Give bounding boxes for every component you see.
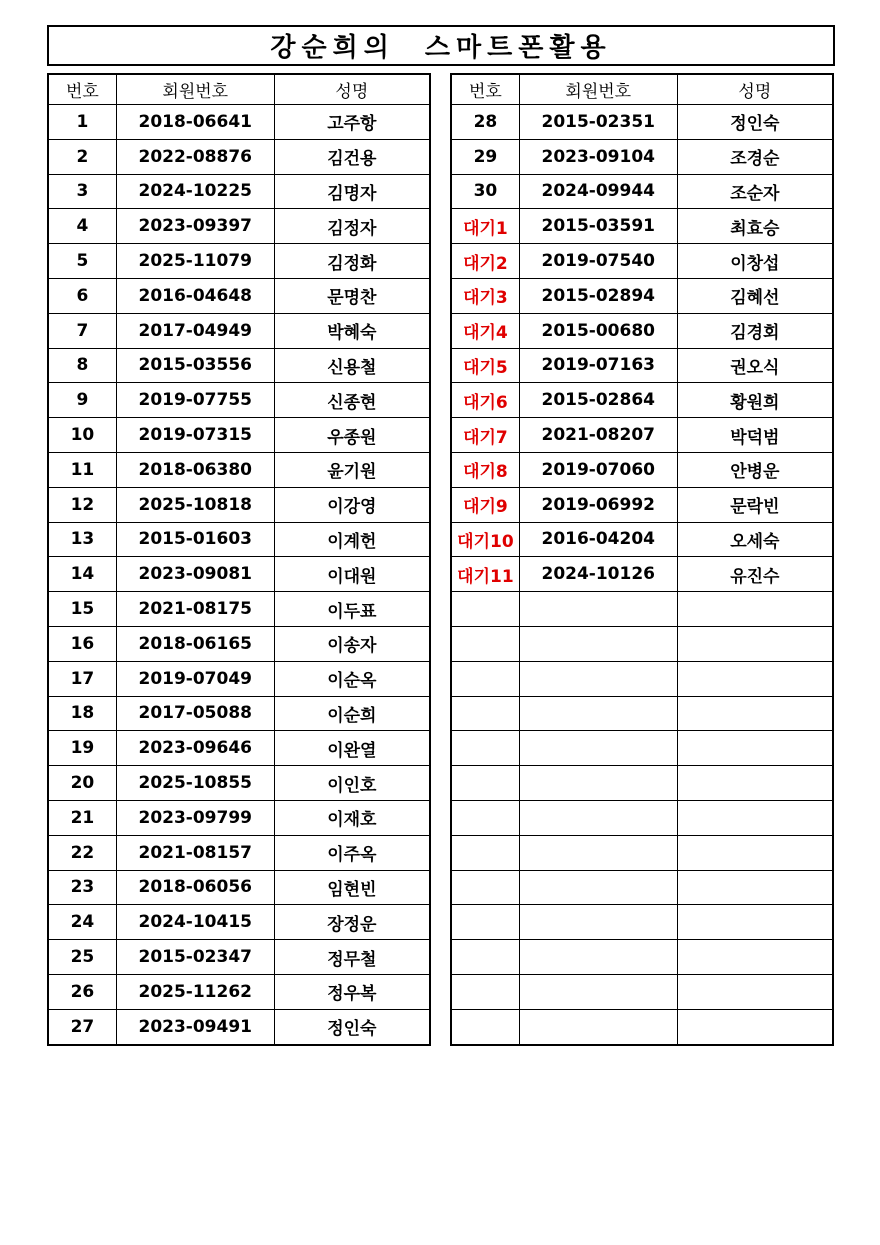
table-row [451, 139, 833, 174]
table-row [48, 105, 430, 140]
cell-name [677, 974, 833, 1009]
header-no: 번호 [451, 74, 519, 105]
cell-no: 30 [451, 174, 519, 209]
cell-name [677, 626, 833, 661]
cell-member-id: 2023-09799 [116, 800, 274, 835]
cell-member-id [519, 626, 677, 661]
cell-member-id: 2019-07315 [116, 418, 274, 453]
cell-member-id: 2023-09081 [116, 557, 274, 592]
table-row [48, 383, 430, 418]
cell-no: 16 [48, 626, 116, 661]
table-row [48, 522, 430, 557]
cell-name [677, 696, 833, 731]
cell-member-id: 2015-03591 [519, 209, 677, 244]
table-row [451, 105, 833, 140]
cell-name: 김정자 [274, 209, 430, 244]
cell-no: 11 [48, 452, 116, 487]
table-row [48, 557, 430, 592]
cell-name: 이인호 [274, 766, 430, 801]
cell-name: 조순자 [677, 174, 833, 209]
cell-no: 22 [48, 835, 116, 870]
cell-no: 14 [48, 557, 116, 592]
table-row [48, 452, 430, 487]
cell-no [451, 905, 519, 940]
cell-member-id: 2021-08175 [116, 592, 274, 627]
table-row [451, 766, 833, 801]
cell-member-id: 2015-00680 [519, 313, 677, 348]
cell-name: 오세숙 [677, 522, 833, 557]
table-row [451, 661, 833, 696]
header-no: 번호 [48, 74, 116, 105]
cell-no: 3 [48, 174, 116, 209]
cell-no: 27 [48, 1009, 116, 1044]
cell-name: 정인숙 [274, 1009, 430, 1044]
table-row [451, 1009, 833, 1044]
cell-no: 8 [48, 348, 116, 383]
cell-member-id: 2023-09491 [116, 1009, 274, 1044]
cell-name: 이대원 [274, 557, 430, 592]
cell-no: 26 [48, 974, 116, 1009]
cell-name: 박덕범 [677, 418, 833, 453]
roster-body-left [48, 105, 430, 1045]
cell-no: 29 [451, 139, 519, 174]
cell-member-id: 2015-01603 [116, 522, 274, 557]
cell-member-id: 2018-06380 [116, 452, 274, 487]
title-box [47, 25, 835, 66]
cell-no [451, 870, 519, 905]
table-row [451, 174, 833, 209]
cell-name: 김건용 [274, 139, 430, 174]
cell-no: 28 [451, 105, 519, 140]
cell-no: 25 [48, 940, 116, 975]
table-row [451, 313, 833, 348]
cell-no [451, 1009, 519, 1044]
roster-table-right [450, 73, 834, 1046]
cell-member-id: 2018-06056 [116, 870, 274, 905]
header-row [48, 74, 430, 105]
cell-member-id [519, 592, 677, 627]
cell-member-id: 2016-04648 [116, 278, 274, 313]
cell-name: 황원희 [677, 383, 833, 418]
table-row [48, 244, 430, 279]
cell-no: 15 [48, 592, 116, 627]
table-row [451, 348, 833, 383]
table-row [451, 209, 833, 244]
cell-name: 이완열 [274, 731, 430, 766]
cell-member-id: 2023-09397 [116, 209, 274, 244]
cell-no: 6 [48, 278, 116, 313]
cell-name: 김혜선 [677, 278, 833, 313]
cell-name: 박혜숙 [274, 313, 430, 348]
cell-no: 대기11 [451, 557, 519, 592]
cell-member-id [519, 1009, 677, 1044]
table-row [451, 800, 833, 835]
table-row [48, 835, 430, 870]
cell-no: 17 [48, 661, 116, 696]
cell-name: 이계헌 [274, 522, 430, 557]
cell-no: 대기8 [451, 452, 519, 487]
table-row [48, 766, 430, 801]
cell-member-id: 2019-07049 [116, 661, 274, 696]
header-name: 성명 [677, 74, 833, 105]
cell-no: 대기7 [451, 418, 519, 453]
cell-no: 대기1 [451, 209, 519, 244]
cell-no [451, 940, 519, 975]
cell-member-id [519, 835, 677, 870]
cell-name: 장정운 [274, 905, 430, 940]
cell-name: 고주항 [274, 105, 430, 140]
table-row [451, 696, 833, 731]
cell-member-id: 2016-04204 [519, 522, 677, 557]
table-row [451, 557, 833, 592]
roster-body-right [451, 105, 833, 1045]
cell-name: 김정화 [274, 244, 430, 279]
header-name: 성명 [274, 74, 430, 105]
table-row [48, 800, 430, 835]
header-row [451, 74, 833, 105]
table-row [48, 905, 430, 940]
cell-member-id: 2018-06641 [116, 105, 274, 140]
cell-member-id [519, 661, 677, 696]
cell-no: 10 [48, 418, 116, 453]
cell-name: 신종현 [274, 383, 430, 418]
cell-no: 5 [48, 244, 116, 279]
table-row [451, 870, 833, 905]
roster-table-left [47, 73, 431, 1046]
page-title: 강순희의 스마트폰활용 [270, 33, 612, 63]
table-row [48, 487, 430, 522]
cell-no: 대기9 [451, 487, 519, 522]
cell-no [451, 835, 519, 870]
cell-no [451, 974, 519, 1009]
table-row [48, 278, 430, 313]
cell-no [451, 800, 519, 835]
cell-member-id [519, 974, 677, 1009]
cell-member-id: 2025-10855 [116, 766, 274, 801]
cell-no: 18 [48, 696, 116, 731]
cell-member-id: 2015-02347 [116, 940, 274, 975]
cell-name: 안병운 [677, 452, 833, 487]
table-row [451, 452, 833, 487]
cell-no: 7 [48, 313, 116, 348]
cell-member-id [519, 766, 677, 801]
cell-name: 이재호 [274, 800, 430, 835]
cell-member-id: 2025-11262 [116, 974, 274, 1009]
cell-name: 정무철 [274, 940, 430, 975]
cell-no: 24 [48, 905, 116, 940]
cell-name: 임현빈 [274, 870, 430, 905]
table-row [451, 835, 833, 870]
table-row [48, 313, 430, 348]
cell-member-id: 2015-02864 [519, 383, 677, 418]
cell-no: 23 [48, 870, 116, 905]
cell-name: 이두표 [274, 592, 430, 627]
table-row [48, 696, 430, 731]
cell-member-id: 2023-09104 [519, 139, 677, 174]
cell-member-id: 2024-09944 [519, 174, 677, 209]
table-row [451, 592, 833, 627]
cell-name [677, 940, 833, 975]
cell-name [677, 870, 833, 905]
cell-name [677, 1009, 833, 1044]
table-row [48, 209, 430, 244]
table-row [451, 522, 833, 557]
cell-name [677, 661, 833, 696]
cell-member-id: 2024-10415 [116, 905, 274, 940]
cell-name [677, 835, 833, 870]
cell-member-id: 2021-08207 [519, 418, 677, 453]
cell-name [677, 800, 833, 835]
cell-name: 이송자 [274, 626, 430, 661]
table-row [48, 940, 430, 975]
cell-no [451, 661, 519, 696]
cell-name: 정우복 [274, 974, 430, 1009]
cell-member-id: 2025-11079 [116, 244, 274, 279]
cell-name: 김경회 [677, 313, 833, 348]
table-row [48, 731, 430, 766]
table-row [48, 1009, 430, 1044]
cell-member-id: 2021-08157 [116, 835, 274, 870]
cell-no [451, 766, 519, 801]
cell-name: 이창섭 [677, 244, 833, 279]
table-row [48, 870, 430, 905]
cell-name: 신용철 [274, 348, 430, 383]
cell-no: 13 [48, 522, 116, 557]
cell-member-id: 2025-10818 [116, 487, 274, 522]
cell-member-id: 2017-04949 [116, 313, 274, 348]
cell-name [677, 731, 833, 766]
table-row [451, 974, 833, 1009]
cell-name: 이강영 [274, 487, 430, 522]
cell-member-id: 2023-09646 [116, 731, 274, 766]
cell-name: 권오식 [677, 348, 833, 383]
cell-no: 9 [48, 383, 116, 418]
cell-no: 대기2 [451, 244, 519, 279]
cell-no: 4 [48, 209, 116, 244]
cell-member-id [519, 905, 677, 940]
cell-member-id: 2024-10225 [116, 174, 274, 209]
cell-name: 이순옥 [274, 661, 430, 696]
cell-no: 19 [48, 731, 116, 766]
cell-member-id: 2019-06992 [519, 487, 677, 522]
cell-member-id [519, 870, 677, 905]
table-row [451, 383, 833, 418]
cell-name [677, 592, 833, 627]
table-row [48, 592, 430, 627]
table-row [451, 940, 833, 975]
cell-no: 대기3 [451, 278, 519, 313]
cell-member-id [519, 731, 677, 766]
cell-no [451, 592, 519, 627]
cell-member-id: 2024-10126 [519, 557, 677, 592]
cell-name: 문락빈 [677, 487, 833, 522]
table-row [48, 418, 430, 453]
cell-no: 대기4 [451, 313, 519, 348]
cell-no [451, 731, 519, 766]
header-member-id: 회원번호 [519, 74, 677, 105]
table-row [451, 626, 833, 661]
cell-member-id: 2019-07163 [519, 348, 677, 383]
table-row [48, 661, 430, 696]
cell-name: 최효승 [677, 209, 833, 244]
cell-no: 대기6 [451, 383, 519, 418]
cell-name: 이순희 [274, 696, 430, 731]
cell-no: 대기10 [451, 522, 519, 557]
cell-member-id: 2015-03556 [116, 348, 274, 383]
cell-name: 이주옥 [274, 835, 430, 870]
cell-member-id: 2022-08876 [116, 139, 274, 174]
cell-name: 우종원 [274, 418, 430, 453]
cell-no: 2 [48, 139, 116, 174]
cell-name: 조경순 [677, 139, 833, 174]
cell-member-id: 2017-05088 [116, 696, 274, 731]
cell-member-id [519, 696, 677, 731]
cell-member-id: 2019-07540 [519, 244, 677, 279]
cell-no: 대기5 [451, 348, 519, 383]
table-row [451, 418, 833, 453]
cell-member-id: 2015-02351 [519, 105, 677, 140]
table-row [451, 278, 833, 313]
cell-name: 김명자 [274, 174, 430, 209]
cell-name: 정인숙 [677, 105, 833, 140]
cell-no [451, 696, 519, 731]
cell-name: 유진수 [677, 557, 833, 592]
cell-member-id [519, 800, 677, 835]
table-row [48, 174, 430, 209]
table-row [48, 974, 430, 1009]
cell-name: 윤기원 [274, 452, 430, 487]
cell-no: 21 [48, 800, 116, 835]
cell-member-id: 2019-07060 [519, 452, 677, 487]
table-row [451, 487, 833, 522]
table-row [48, 626, 430, 661]
table-row [48, 139, 430, 174]
cell-name: 문명찬 [274, 278, 430, 313]
cell-no: 12 [48, 487, 116, 522]
cell-member-id: 2015-02894 [519, 278, 677, 313]
cell-no: 1 [48, 105, 116, 140]
table-row [451, 905, 833, 940]
table-row [451, 731, 833, 766]
cell-member-id: 2019-07755 [116, 383, 274, 418]
header-member-id: 회원번호 [116, 74, 274, 105]
cell-name [677, 766, 833, 801]
cell-member-id: 2018-06165 [116, 626, 274, 661]
cell-member-id [519, 940, 677, 975]
cell-name [677, 905, 833, 940]
cell-no: 20 [48, 766, 116, 801]
table-row [48, 348, 430, 383]
cell-no [451, 626, 519, 661]
table-row [451, 244, 833, 279]
